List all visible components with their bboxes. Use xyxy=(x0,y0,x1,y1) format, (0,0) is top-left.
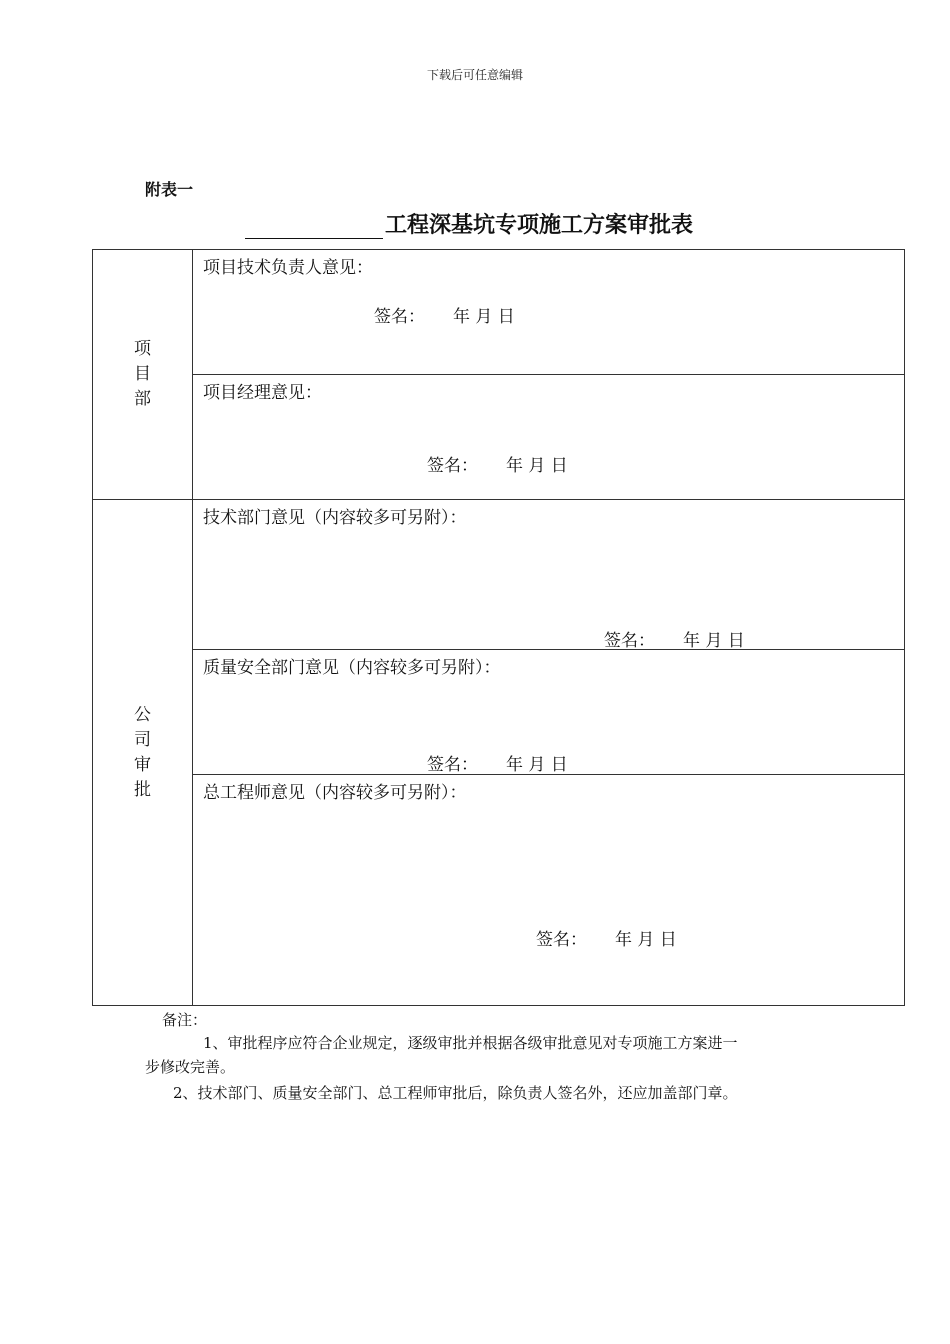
appendix-label: 附表一 xyxy=(145,180,194,199)
signature-label: 签名： xyxy=(604,631,655,651)
tech-dept-opinion-cell[interactable] xyxy=(193,500,905,650)
signature-line xyxy=(427,451,568,476)
label-char: 项 xyxy=(134,339,151,359)
label-char: 司 xyxy=(134,729,151,750)
title-text: 工程深基坑专项施工方案审批表 xyxy=(385,212,694,238)
signature-line xyxy=(604,626,745,651)
tech-lead-opinion-label: 项目技术负责人意见： xyxy=(203,258,373,278)
project-name-blank[interactable] xyxy=(245,214,383,239)
signature-line xyxy=(374,302,515,327)
label-char: 批 xyxy=(134,779,151,800)
company-approval-label xyxy=(93,500,193,1006)
tech-lead-opinion-cell[interactable] xyxy=(193,250,905,375)
project-manager-opinion-cell[interactable] xyxy=(193,375,905,500)
quality-safety-opinion-cell[interactable] xyxy=(193,650,905,775)
date-label: 年 月 日 xyxy=(615,930,677,950)
signature-label: 签名： xyxy=(427,755,478,775)
label-char: 审 xyxy=(134,754,151,775)
label-char: 公 xyxy=(134,704,151,725)
signature-label: 签名： xyxy=(536,930,587,950)
note-item-1-continued: 步修改完善。 xyxy=(145,1058,236,1076)
note-item-2: 2、技术部门、质量安全部门、总工程师审批后，除负责人签名外，还应加盖部门章。 xyxy=(173,1084,738,1102)
chief-engineer-opinion-cell[interactable] xyxy=(193,775,905,1006)
date-label: 年 月 日 xyxy=(453,307,515,327)
label-char: 部 xyxy=(134,389,151,409)
signature-line xyxy=(536,925,677,950)
date-label: 年 月 日 xyxy=(506,755,568,775)
notes-label: 备注： xyxy=(162,1011,208,1029)
tech-dept-opinion-label: 技术部门意见（内容较多可另附）： xyxy=(203,508,467,528)
project-manager-opinion-label: 项目经理意见： xyxy=(203,383,322,403)
chief-engineer-opinion-label: 总工程师意见（内容较多可另附）： xyxy=(203,783,467,803)
signature-label: 签名： xyxy=(427,456,478,476)
date-label: 年 月 日 xyxy=(683,631,745,651)
label-char: 目 xyxy=(134,364,151,384)
date-label: 年 月 日 xyxy=(506,456,568,476)
signature-line xyxy=(427,750,568,775)
project-dept-label xyxy=(93,250,193,500)
form-title xyxy=(245,208,693,239)
signature-label: 签名： xyxy=(374,307,425,327)
approval-table xyxy=(92,249,905,1006)
note-item-1: 1、审批程序应符合企业规定，逐级审批并根据各级审批意见对专项施工方案进一 xyxy=(203,1034,738,1052)
quality-safety-opinion-label: 质量安全部门意见（内容较多可另附）： xyxy=(203,658,501,678)
header-note: 下载后可任意编辑 xyxy=(426,68,523,82)
